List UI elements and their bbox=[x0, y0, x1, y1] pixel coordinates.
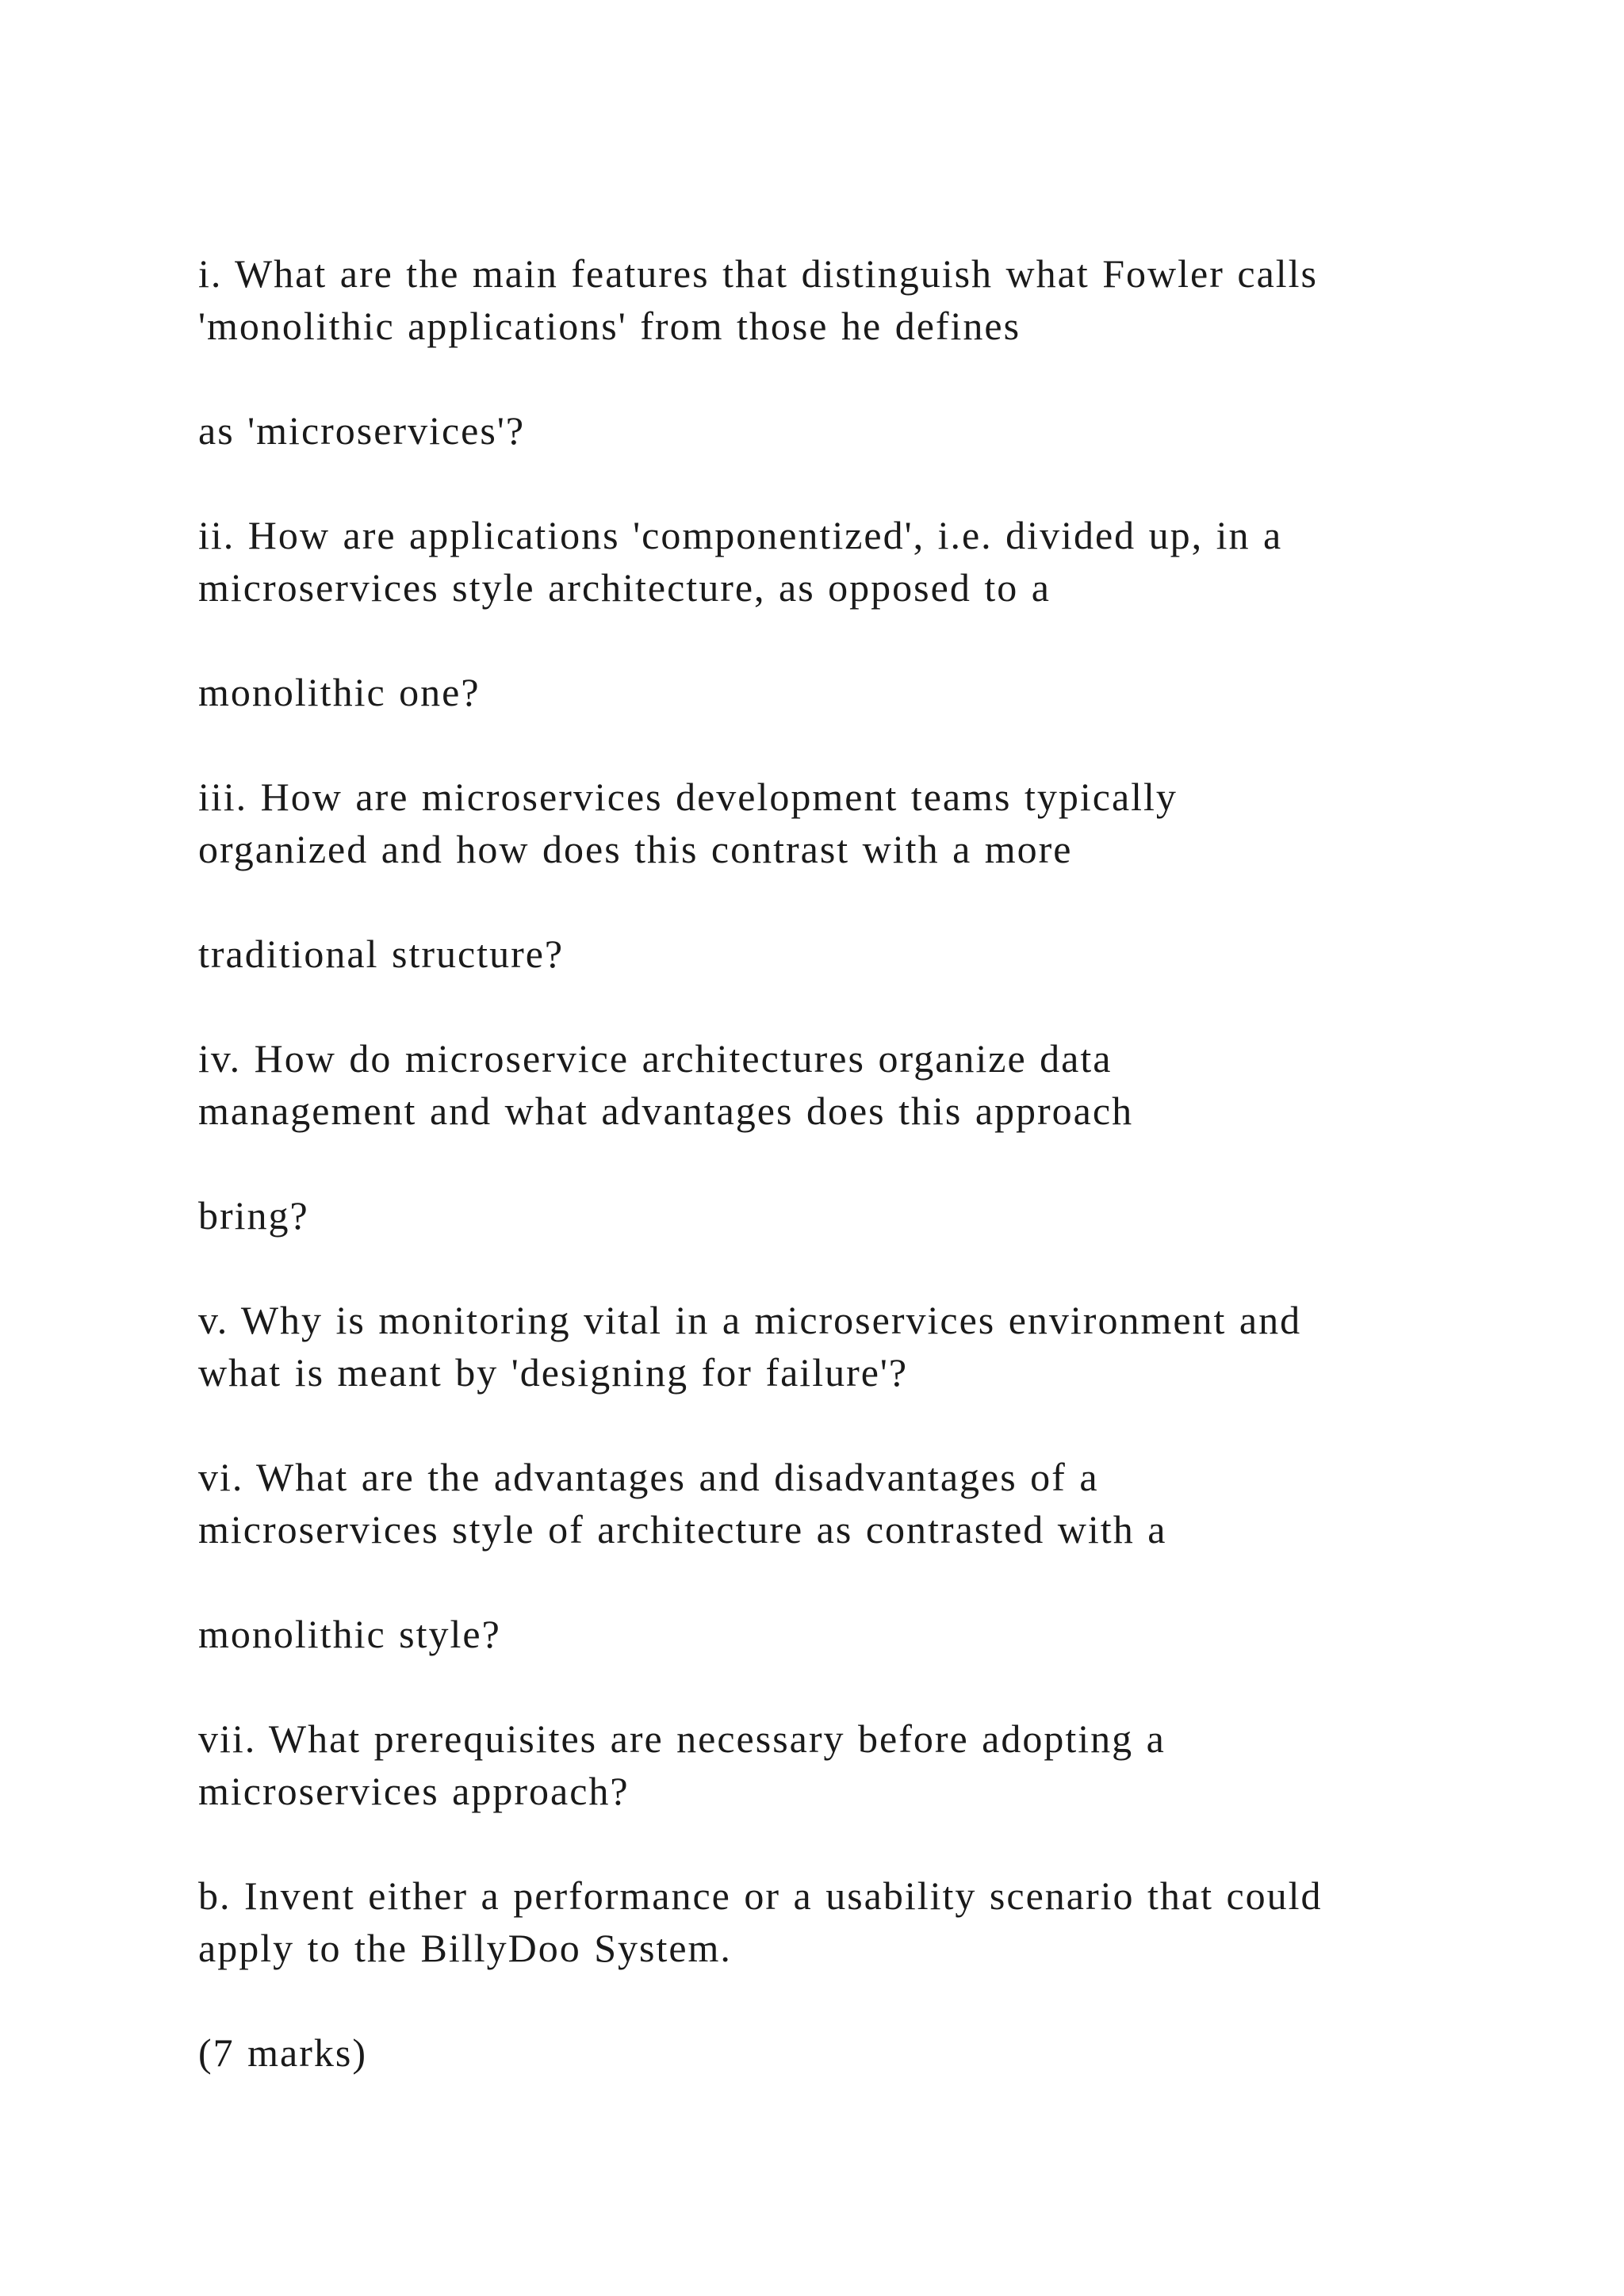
text-line: v. Why is monitoring vital in a microservices environment and bbox=[198, 1298, 1302, 1342]
marks-label bbox=[198, 2026, 1499, 2079]
text-line: bring? bbox=[198, 1193, 309, 1238]
question-b bbox=[198, 1869, 1499, 1974]
text-line: vi. What are the advantages and disadvantages of a bbox=[198, 1455, 1099, 1499]
question-v bbox=[198, 1294, 1499, 1399]
question-vi bbox=[198, 1451, 1499, 1556]
text-line: monolithic one? bbox=[198, 670, 481, 714]
text-line: iii. How are microservices development teams typically bbox=[198, 775, 1178, 819]
text-line: microservices style of architecture as contrasted with a bbox=[198, 1507, 1167, 1552]
question-iv-continuation bbox=[198, 1189, 1499, 1242]
text-line: organized and how does this contrast with a more bbox=[198, 827, 1073, 871]
text-line: microservices style architecture, as opposed to a bbox=[198, 565, 1051, 610]
text-line: (7 marks) bbox=[198, 2030, 367, 2075]
text-line: 'monolithic applications' from those he defines bbox=[198, 304, 1021, 348]
question-vii bbox=[198, 1712, 1499, 1817]
text-line: i. What are the main features that distinguish what Fowler calls bbox=[198, 251, 1319, 296]
document-body bbox=[198, 247, 1499, 2131]
text-line: ii. How are applications 'componentized', i.e. divided up, in a bbox=[198, 513, 1283, 557]
text-line: microservices approach? bbox=[198, 1769, 630, 1813]
question-i-continuation bbox=[198, 404, 1499, 457]
question-iii bbox=[198, 771, 1499, 875]
question-ii bbox=[198, 509, 1499, 614]
question-iv bbox=[198, 1032, 1499, 1137]
question-ii-continuation bbox=[198, 666, 1499, 718]
text-line: iv. How do microservice architectures organize data bbox=[198, 1036, 1113, 1081]
text-line: vii. What prerequisites are necessary before adopting a bbox=[198, 1716, 1166, 1761]
text-line: traditional structure? bbox=[198, 932, 565, 976]
question-iii-continuation bbox=[198, 928, 1499, 980]
question-vi-continuation bbox=[198, 1608, 1499, 1660]
text-line: apply to the BillyDoo System. bbox=[198, 1926, 732, 1970]
question-i bbox=[198, 247, 1499, 352]
text-line: what is meant by 'designing for failure'? bbox=[198, 1350, 909, 1395]
text-line: b. Invent either a performance or a usability scenario that could bbox=[198, 1873, 1323, 1918]
text-line: monolithic style? bbox=[198, 1612, 501, 1656]
text-line: management and what advantages does this approach bbox=[198, 1089, 1134, 1133]
text-line: as 'microservices'? bbox=[198, 408, 526, 453]
